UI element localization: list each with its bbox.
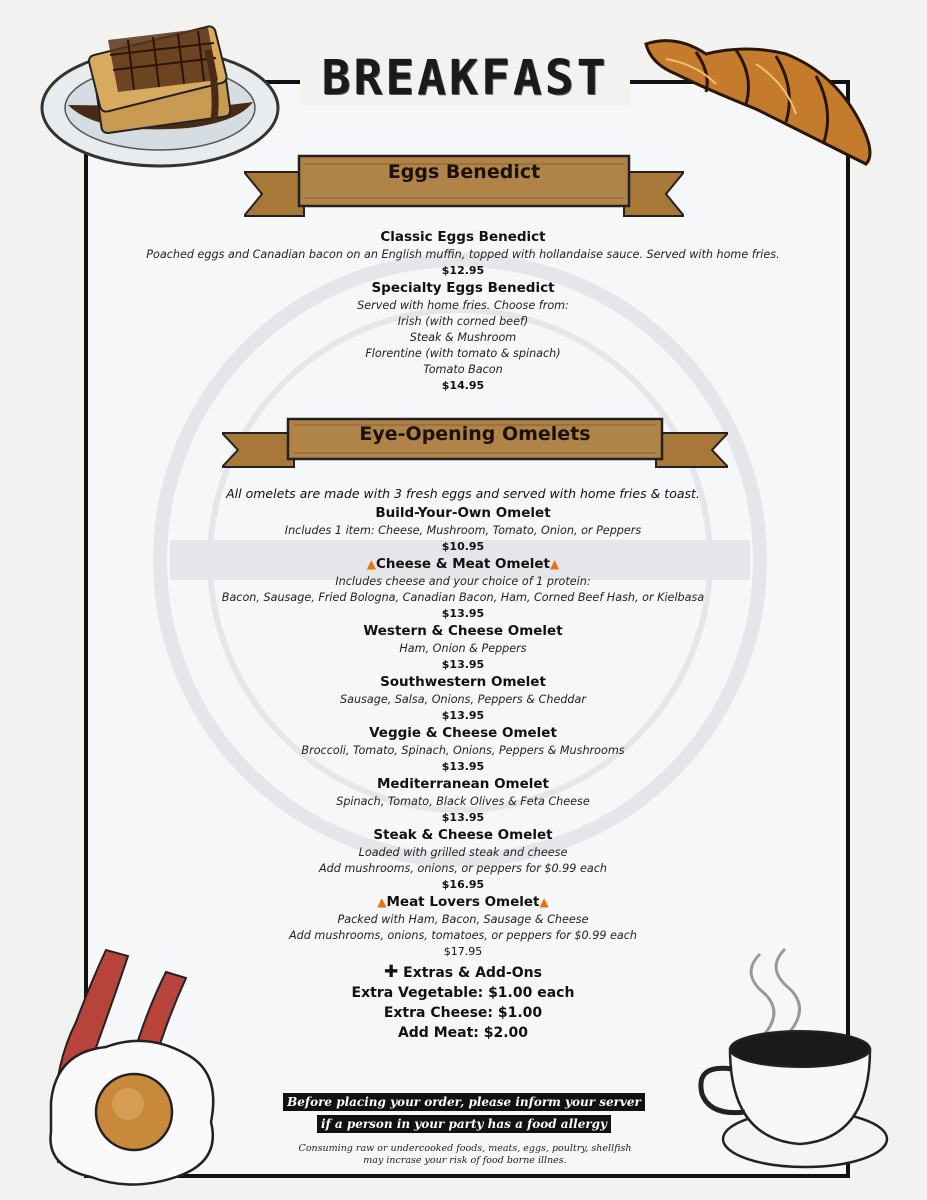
page-title: BREAKFAST	[300, 50, 630, 106]
food-safety-disclaimer	[270, 1143, 660, 1167]
item-price: $10.95	[441, 540, 485, 553]
item-price: $13.95	[441, 811, 485, 824]
bacon-egg-illustration	[36, 942, 226, 1192]
item-price: $13.95	[441, 760, 485, 773]
coffee-cup-illustration	[690, 944, 890, 1184]
extras-line: Extra Cheese: $1.00	[383, 1005, 543, 1021]
allergy-notice-line	[272, 1091, 656, 1111]
menu-item	[88, 554, 838, 621]
menu-item	[88, 503, 838, 554]
extras-heading: Extras & Add-Ons	[403, 965, 542, 981]
item-name-row	[88, 554, 838, 574]
item-name: Specialty Eggs Benedict	[371, 280, 555, 296]
item-description: Bacon, Sausage, Fried Bologna, Canadian Bacon, Ham, Corned Beef Hash, or Kielbasa	[221, 591, 705, 604]
item-name: Mediterranean Omelet	[376, 776, 550, 792]
item-price: $13.95	[441, 607, 485, 620]
item-price: $13.95	[441, 709, 485, 722]
item-option: Irish (with corned beef)	[397, 315, 529, 328]
fire-icon: ▲	[366, 557, 376, 571]
section-heading: Eye-Opening Omelets	[359, 423, 591, 445]
plus-icon: ✚	[384, 962, 399, 982]
item-name: Western & Cheese Omelet	[363, 623, 563, 639]
item-option: Steak & Mushroom	[409, 331, 517, 344]
item-description: Add mushrooms, onions, tomatoes, or peppers for $0.99 each	[289, 929, 637, 942]
extras-line: Extra Vegetable: $1.00 each	[351, 985, 575, 1001]
waffle-illustration	[38, 10, 283, 170]
item-description: Includes 1 item: Cheese, Mushroom, Tomato, Onion, or Peppers	[284, 524, 642, 537]
menu-item	[88, 774, 838, 825]
disclaimer-line: Consuming raw or undercooked foods, meats, eggs, poultry, shellfish	[298, 1143, 632, 1154]
banner-omelets	[222, 415, 728, 475]
item-name: Southwestern Omelet	[380, 674, 546, 690]
fire-icon: ▲	[377, 895, 387, 909]
extras-line: Add Meat: $2.00	[397, 1025, 529, 1041]
item-description: Loaded with grilled steak and cheese	[358, 846, 568, 859]
allergy-notice-line	[272, 1113, 656, 1133]
menu-item	[88, 227, 838, 278]
item-price: $16.95	[441, 878, 485, 891]
item-description: Spinach, Tomato, Black Olives & Feta Cheese	[336, 795, 590, 808]
item-price: $14.95	[441, 379, 485, 392]
allergy-notice-text: if a person in your party has a food allergy	[317, 1115, 611, 1133]
allergy-notice-text: Before placing your order, please inform your server	[283, 1093, 645, 1111]
item-name: Build-Your-Own Omelet	[375, 505, 551, 521]
item-price: $12.95	[441, 264, 485, 277]
item-price: $13.95	[441, 658, 485, 671]
item-name: Veggie & Cheese Omelet	[369, 725, 557, 741]
fire-icon: ▲	[549, 557, 560, 571]
item-option: Tomato Bacon	[423, 363, 503, 376]
item-option: Florentine (with tomato & spinach)	[365, 347, 561, 360]
menu-item	[88, 723, 838, 774]
item-name: Steak & Cheese Omelet	[373, 827, 553, 843]
item-description: Ham, Onion & Peppers	[399, 642, 527, 655]
item-name: Cheese & Meat Omelet	[376, 556, 550, 572]
item-price: $17.95	[443, 945, 483, 958]
item-description: Sausage, Salsa, Onions, Peppers & Cheddar	[340, 693, 586, 706]
menu-item	[88, 672, 838, 723]
menu-item	[88, 278, 838, 393]
item-description: Poached eggs and Canadian bacon on an English muffin, topped with hollandaise sauce. Served with home fries.	[146, 248, 780, 261]
section-intro: All omelets are made with 3 fresh eggs and served with home fries & toast.	[226, 486, 700, 501]
item-name-row	[88, 892, 838, 912]
disclaimer-line: may incrase your risk of food borne illnes.	[363, 1155, 567, 1166]
item-description: Includes cheese and your choice of 1 protein:	[335, 575, 591, 588]
fire-icon: ▲	[539, 895, 549, 909]
item-description: Broccoli, Tomato, Spinach, Onions, Peppers & Mushrooms	[301, 744, 625, 757]
menu-item	[88, 825, 838, 892]
item-description: Packed with Ham, Bacon, Sausage & Cheese	[337, 913, 589, 926]
item-description: Served with home fries. Choose from:	[357, 299, 569, 312]
section-eggs-benedict	[88, 227, 838, 393]
banner-eggs-benedict	[244, 150, 684, 222]
menu-item	[88, 621, 838, 672]
item-name: Meat Lovers Omelet	[386, 894, 540, 910]
item-name: Classic Eggs Benedict	[380, 229, 546, 245]
item-description: Add mushrooms, onions, or peppers for $0.99 each	[319, 862, 607, 875]
section-heading: Eggs Benedict	[387, 161, 541, 183]
